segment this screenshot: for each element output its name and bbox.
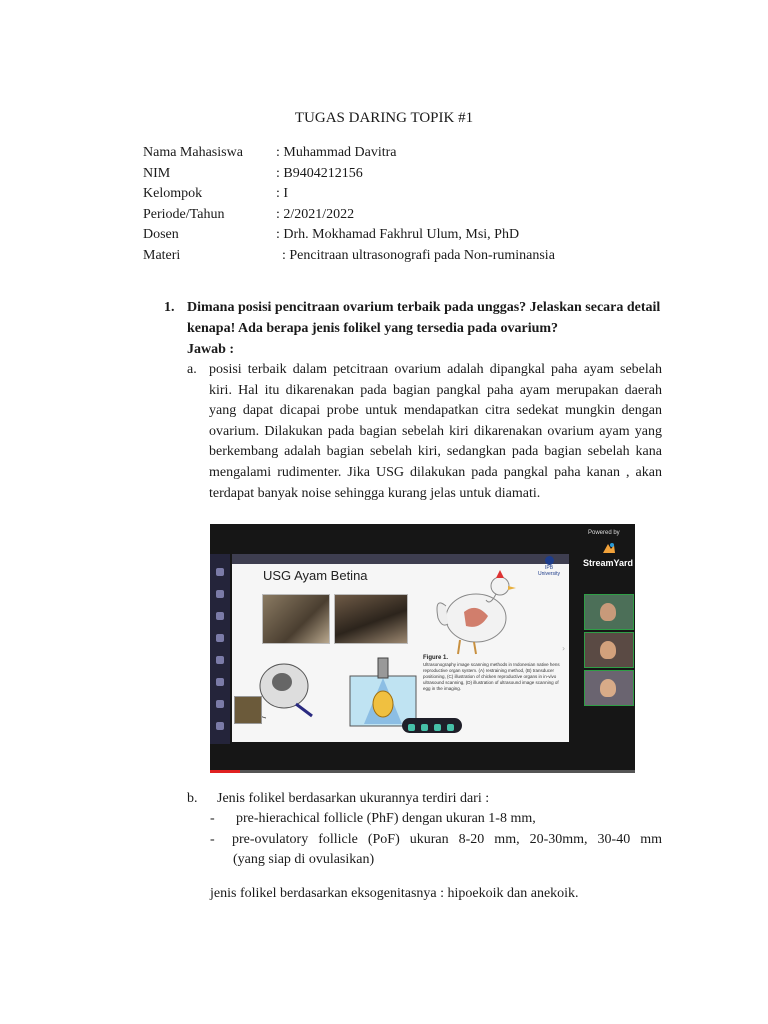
university-logo [534,556,564,578]
sidebar-icon [216,678,224,686]
presenter-camera [234,696,262,724]
chicken-anatomy-illustration [430,566,518,658]
meeting-controls [402,718,462,733]
app-sidebar [210,554,230,744]
presentation-slide [232,554,569,742]
powered-by-label: Powered by [588,530,620,536]
participant-face [600,603,616,621]
info-label: Materi [143,247,181,263]
answer-a-text: posisi terbaik dalam petcitraan ovarium adalah dipangkal paha ayam sebelah kiri. Hal itu dikarenakan pada bagian pangkal paha ayam merupakan daerah yang dapat dicapai probe untuk mendapatkan citra sedekat mungkin dengan ovarium. Dilakukan pada bagian sebelah kiri dikarenakan ovarium ayam yang berkembang adalah bagian sebelah kiri, sedangkan pada bagian sebelah kana mengalami rudimenter. Jika USG dilakukan pada pangkal paha kanan , akan terdapat banyak noise sehingga kurang jelas untuk diamati. [209,362,662,501]
participant-tile [584,594,634,630]
answer-b-marker: b. [187,791,198,806]
info-value: : Pencitraan ultrasonografi pada Non-ruminansia [282,247,555,263]
sidebar-icon [216,612,224,620]
streamyard-brand: StreamYard [583,558,634,568]
info-value: : Drh. Mokhamad Fakhrul Ulum, Msi, PhD [276,227,520,243]
video-progress-track [210,770,635,773]
info-label: Kelompok [143,186,203,202]
photo-restraining [262,594,330,644]
info-label: Periode/Tahun [143,206,225,222]
sidebar-icon [216,656,224,664]
question-1 [164,297,662,360]
sidebar-icon [216,568,224,576]
participant-tile [584,632,634,668]
slide-title: USG Ayam Betina [263,568,368,583]
info-label: NIM [143,165,171,181]
question-number: 1. [164,300,175,315]
slide-top-strip [232,554,569,564]
list-item: pre-ovulatory follicle (PoF) ukuran 8-20 mm, 20-30mm, 30-40 mm [232,832,662,847]
sidebar-icon [216,700,224,708]
answer-a [187,360,662,504]
chevron-right-icon: › [562,644,566,653]
figure-title: Figure 1. [423,655,449,661]
sidebar-icon [216,722,224,730]
info-value: : I [276,186,289,202]
list-item-continuation: (yang siap di ovulasikan) [233,852,375,867]
info-value: : B9404212156 [276,165,363,181]
figure-caption: Ultrasonography image scanning methods in Indonesian native hens reproductive organ system. (A) restraining method, (B) transducer positioning, (C) illustration of chicken reproductive organs in in-vivo ultrasound scanning, (D) illustration of ultrasound image scanning of egg in the imaging. [423,662,560,691]
info-value: : 2/2021/2022 [276,206,355,222]
answer-b-intro: Jenis folikel berdasarkan ukurannya terdiri dari : [217,791,490,806]
lecture-screenshot [210,524,635,773]
sidebar-icon [216,634,224,642]
info-label: Dosen [143,227,179,243]
answer-label: Jawab : [187,342,235,357]
share-icon [434,724,441,731]
answer-a-marker: a. [187,362,197,377]
list-item: pre-hierachical follicle (PhF) dengan ukuran 1-8 mm, [236,811,536,826]
leave-icon [447,724,454,731]
participant-tile [584,670,634,706]
photo-transducer [334,594,408,644]
question-text: Dimana posisi pencitraan ovarium terbaik pada unggas? Jelaskan secara detail kenapa! Ada berapa jenis folikel yang tersedia pada ovarium? [187,300,661,336]
participant-face [600,641,616,659]
sidebar-icon [216,590,224,598]
info-label: Nama Mahasiswa [143,145,243,160]
list-dash: - [210,832,215,847]
participant-face [600,679,616,697]
echogenicity-text: jenis folikel berdasarkan eksogenitasnya : hipoekoik dan anekoik. [210,886,579,901]
university-name: IPB University [538,565,560,577]
info-value: : Muhammad Davitra [276,145,397,160]
logo-emblem-icon [545,556,554,565]
page-title: TUGAS DARING TOPIK #1 [294,110,474,126]
mic-icon [408,724,415,731]
video-progress-fill [210,770,240,773]
list-dash: - [210,811,215,826]
streamyard-logo-icon [602,542,616,554]
camera-icon [421,724,428,731]
